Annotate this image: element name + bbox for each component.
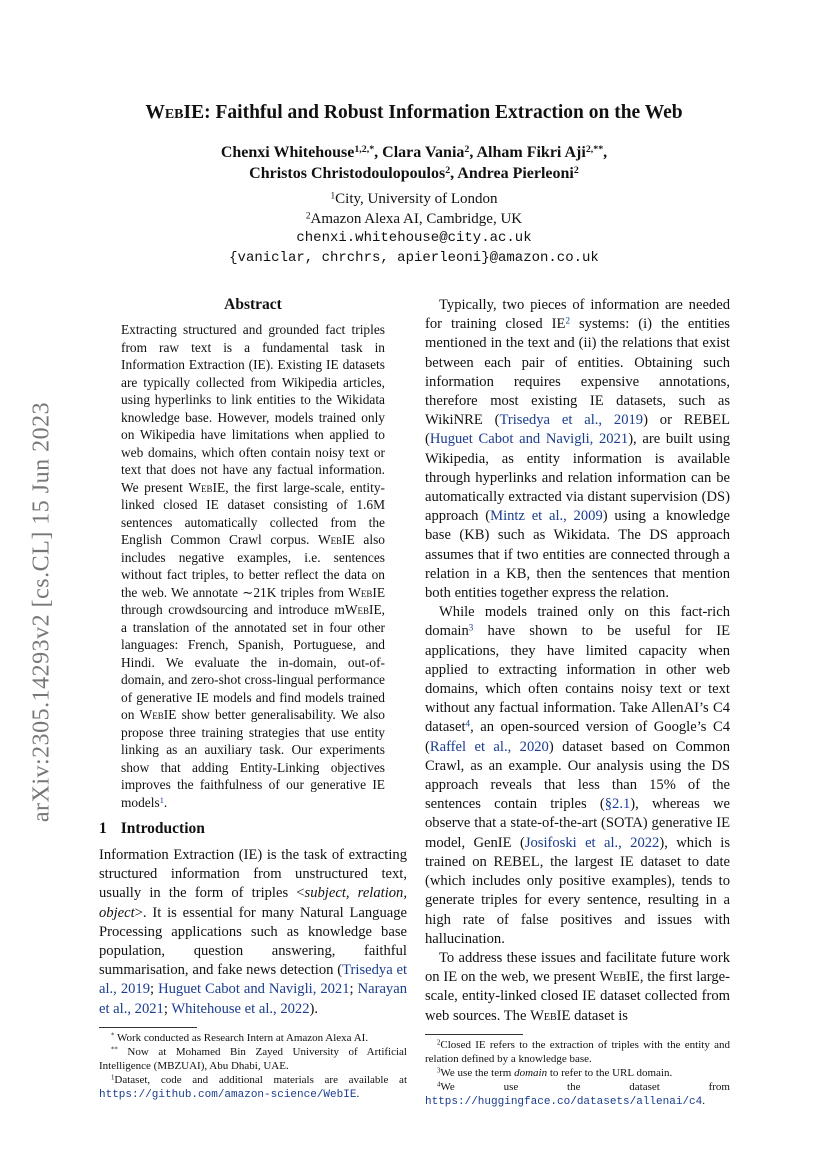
title-rest: : Faithful and Robust Information Extraction on the Web: [204, 102, 683, 123]
arxiv-sidebar: [0, 0, 80, 1171]
dataset-name: WebIE: [599, 969, 640, 986]
footnote-text: Dataset, code and additional materials are available at: [114, 1073, 407, 1086]
footnote-text: Now at Mohamed Bin Zayed University of Artificial Intelligence (MBZUAI), Abu Dhabi, UAE.: [99, 1045, 407, 1072]
body-text: ).: [309, 1000, 319, 1017]
footnote-mark: *: [111, 1032, 115, 1040]
author-affiliation-mark: 2: [464, 144, 470, 156]
author-name: Andrea Pierleoni: [457, 165, 574, 182]
footnote-mark: 1: [111, 1074, 115, 1082]
body-text: ) or REBEL (: [425, 412, 730, 448]
body-text: ) using a knowledge base (KB) such as Wikidata. The DS approach assumes that if two entities are connected through a relation in a KB, then the sentences that mention both entities together express the relation.: [425, 508, 730, 602]
footnote-4: [425, 1080, 730, 1109]
body-text: , an open-sourced version of Google’s C4 (: [425, 719, 730, 755]
dataset-name: WebIE: [344, 602, 382, 617]
body-text: have shown to be useful for IE applications, they have limited capacity when applied to extracting information in other web domains, which often contains noisy text or text without any factual information. Take AllenAI’s C4 dataset: [425, 623, 730, 736]
abstract-text: , a translation of the annotated set in four other languages: French, Spanish, Portuguese, and Hindi. We evaluate the in-domain, out-of-domain, and zero-shot cross-lingual performance of generative IE models and find models trained on: [121, 602, 385, 722]
body-text: Information Extraction (IE) is the task of extracting structured information from unstructured text, usually in the form of triples <: [99, 847, 407, 902]
footnote-mark[interactable]: 4: [465, 718, 471, 729]
citation-link[interactable]: Huguet Cabot and Navigli, 2021: [158, 981, 350, 998]
abstract-text: Extracting structured and grounded fact triples from raw text is a fundamental task in Information Extraction (IE). Existing IE datasets are typically collected from Wikipedia articles, using hyperlinks to link entities to the Wikidata knowledge base. However, models trained only on Wikipedia have limitations when applied to web domains, which often contain noisy text or text that does not have any factual information. We present: [121, 322, 385, 495]
footnote-divider: [425, 1034, 523, 1035]
footnote-mark[interactable]: 3: [468, 622, 474, 633]
author-name: Clara Vania: [382, 144, 465, 161]
huggingface-link[interactable]: https://huggingface.co/datasets/allenai/c4: [425, 1095, 703, 1108]
author-affiliation-mark: 1,2,*: [354, 144, 375, 156]
abstract-text: , the first large-scale, entity-linked closed IE dataset consisting of 1.6M sentences automatically collected from the English Common Crawl corpus.: [121, 479, 385, 547]
section-title: Introduction: [120, 820, 205, 837]
citation-link[interactable]: Trisedya et al., 2019: [99, 962, 408, 998]
footnote-text: .: [702, 1094, 705, 1107]
footnote-text: Work conducted as Research Intern at Amazon Alexa AI.: [114, 1031, 369, 1044]
abstract-text: .: [163, 794, 168, 810]
body-text: While models trained only on this fact-rich domain: [425, 604, 730, 640]
author-affiliation-mark: 2: [445, 165, 451, 177]
left-column: [99, 296, 407, 1102]
body-text: >. It is essential for many Natural Language Processing applications such as knowledge base population, question answering, faithful summarisation, and fake news detection (: [99, 904, 407, 979]
section-reference-link[interactable]: §2.1: [604, 796, 631, 813]
footnote-double-star: [99, 1045, 407, 1073]
footnote-text: .: [356, 1087, 360, 1100]
body-text: ) dataset based on Common Crawl, as an example. Our analysis using the DS approach reveals that less than 15% of the sentences contain triples (: [425, 738, 730, 813]
right-column: [425, 296, 730, 1109]
footnote-text: We use the term: [440, 1066, 515, 1079]
footnote-mark: 4: [437, 1081, 441, 1089]
footnote-mark: 3: [437, 1067, 441, 1075]
body-text: Typically, two pieces of information are needed for training closed IE: [425, 297, 730, 333]
body-text: , the first large-scale, entity-linked closed IE dataset collected from web sources. The: [425, 969, 730, 1024]
body-text-emphasis: subject, relation, object: [99, 885, 407, 921]
intro-paragraph-4: [425, 949, 730, 1026]
footnote-divider: [99, 1027, 197, 1028]
affiliation-2: [100, 210, 728, 230]
footnote-1: [99, 1073, 407, 1102]
body-text: ;: [349, 981, 358, 998]
footnote-text: Closed IE refers to the extraction of triples with the entity and relation defined by a knowledge base.: [425, 1038, 730, 1065]
footnote-text-emphasis: domain: [514, 1066, 548, 1079]
author-name: Chenxi Whitehouse: [220, 144, 355, 161]
footnote-text: to refer to the URL domain.: [547, 1066, 673, 1079]
body-text: dataset is: [570, 1007, 628, 1024]
author-affiliation-mark: 2: [573, 165, 579, 177]
footnote-mark: 2: [437, 1039, 441, 1047]
footnote-2: [425, 1038, 730, 1066]
citation-link[interactable]: Raffel et al., 2020: [429, 738, 549, 755]
dataset-name: WebIE: [139, 707, 177, 722]
author-affiliation-mark: 2,**: [585, 144, 604, 156]
intro-paragraph-1: [99, 846, 407, 1019]
citation-link[interactable]: Mintz et al., 2009: [490, 508, 603, 525]
section-heading-introduction: [99, 820, 407, 838]
body-text: ), are built using Wikipedia, as entity information is available through hyperlinks and relation information can be automatically extracted via distant supervision (DS) approach (: [425, 431, 730, 525]
footnote-mark: **: [111, 1046, 118, 1054]
footnote-3: [425, 1066, 730, 1080]
citation-link[interactable]: Narayan et al., 2021: [99, 981, 408, 1017]
body-text: systems: (i) the entities mentioned in the text and (ii) the relations that exist between each pair of entities. Obtaining such information requires expensive annotations, therefore most existing IE datasets, such as WikiNRE (: [425, 316, 730, 429]
affiliation-text: City, University of London: [335, 191, 498, 207]
github-link[interactable]: https://github.com/amazon-science/WebIE: [99, 1088, 357, 1101]
abstract-text: show better generalisability. We also propose three training strategies that use entity linking as an auxiliary task. Our experiments show that adding Entity-Linking objectives improves the faithfulness of our generative IE models: [121, 707, 385, 810]
email-2[interactable]: {vaniclar, chrchrs, apierleoni}@amazon.co.uk: [229, 249, 599, 266]
body-text: ;: [150, 981, 159, 998]
dataset-name: WebIE: [530, 1007, 571, 1024]
abstract-text: also includes negative examples, i.e. sentences without fact triples, to better reflect the data on the web. We annotate ∼21K triples from: [121, 532, 386, 600]
body-text: To address these issues and facilitate future work on IE on the web, we present: [425, 949, 730, 986]
title-dataset-name: WebIE: [145, 102, 205, 123]
body-text: ;: [163, 1000, 172, 1017]
citation-link[interactable]: Huguet Cabot and Navigli, 2021: [429, 431, 629, 448]
affiliations: [100, 190, 728, 268]
arxiv-identifier: arXiv:2305.14293v2 [cs.CL] 15 Jun 2023: [28, 401, 55, 823]
affiliation-mark: 2: [305, 210, 311, 221]
abstract-text: through crowdsourcing and introduce m: [121, 602, 345, 617]
intro-paragraph-2: [425, 296, 730, 603]
body-text: ), which is trained on REBEL, the largest IE dataset to date (which includes only positive examples), tends to generate triples for every sentence, resulting in a high rate of false positives and issues with hallucination.: [425, 834, 730, 947]
paper-title: [80, 102, 748, 124]
affiliation-text: Amazon Alexa AI, Cambridge, UK: [310, 210, 523, 227]
dataset-name: WebIE: [318, 532, 355, 547]
abstract-heading: Abstract: [224, 296, 282, 313]
email-1[interactable]: chenxi.whitehouse@city.ac.uk: [296, 230, 532, 246]
footnote-mark[interactable]: 1: [159, 795, 164, 805]
affiliation-mark: 1: [330, 191, 336, 202]
citation-link[interactable]: Josifoski et al., 2022: [524, 834, 660, 851]
author-name: Christos Christodoulopoulos: [249, 165, 446, 182]
affiliation-1: [100, 190, 728, 210]
abstract-body: [121, 321, 385, 811]
footnote-text: We use the dataset from: [440, 1080, 730, 1093]
intro-paragraph-3: [425, 603, 730, 949]
footnote-mark[interactable]: 2: [565, 315, 570, 326]
author-list: Chenxi Whitehouse$^{1,2,*}$, Clara Vania$^2$, Alham Fikri Aji$^{2,**}$, Christos Christodoulopoulos$^2$, Andrea Pierleoni$^2$: [220, 144, 608, 182]
author-name: Alham Fikri Aji: [476, 144, 586, 161]
citation-link[interactable]: Trisedya et al., 2019: [499, 412, 644, 429]
dataset-name: WebIE: [188, 479, 226, 495]
dataset-name: WebIE: [348, 584, 385, 600]
section-number: 1: [99, 820, 107, 837]
footnote-star: [99, 1031, 407, 1045]
body-text: ), whereas we observe that a state-of-the-art (SOTA) generative IE model, GenIE (: [425, 796, 730, 851]
citation-link[interactable]: Whitehouse et al., 2022: [171, 1000, 310, 1017]
